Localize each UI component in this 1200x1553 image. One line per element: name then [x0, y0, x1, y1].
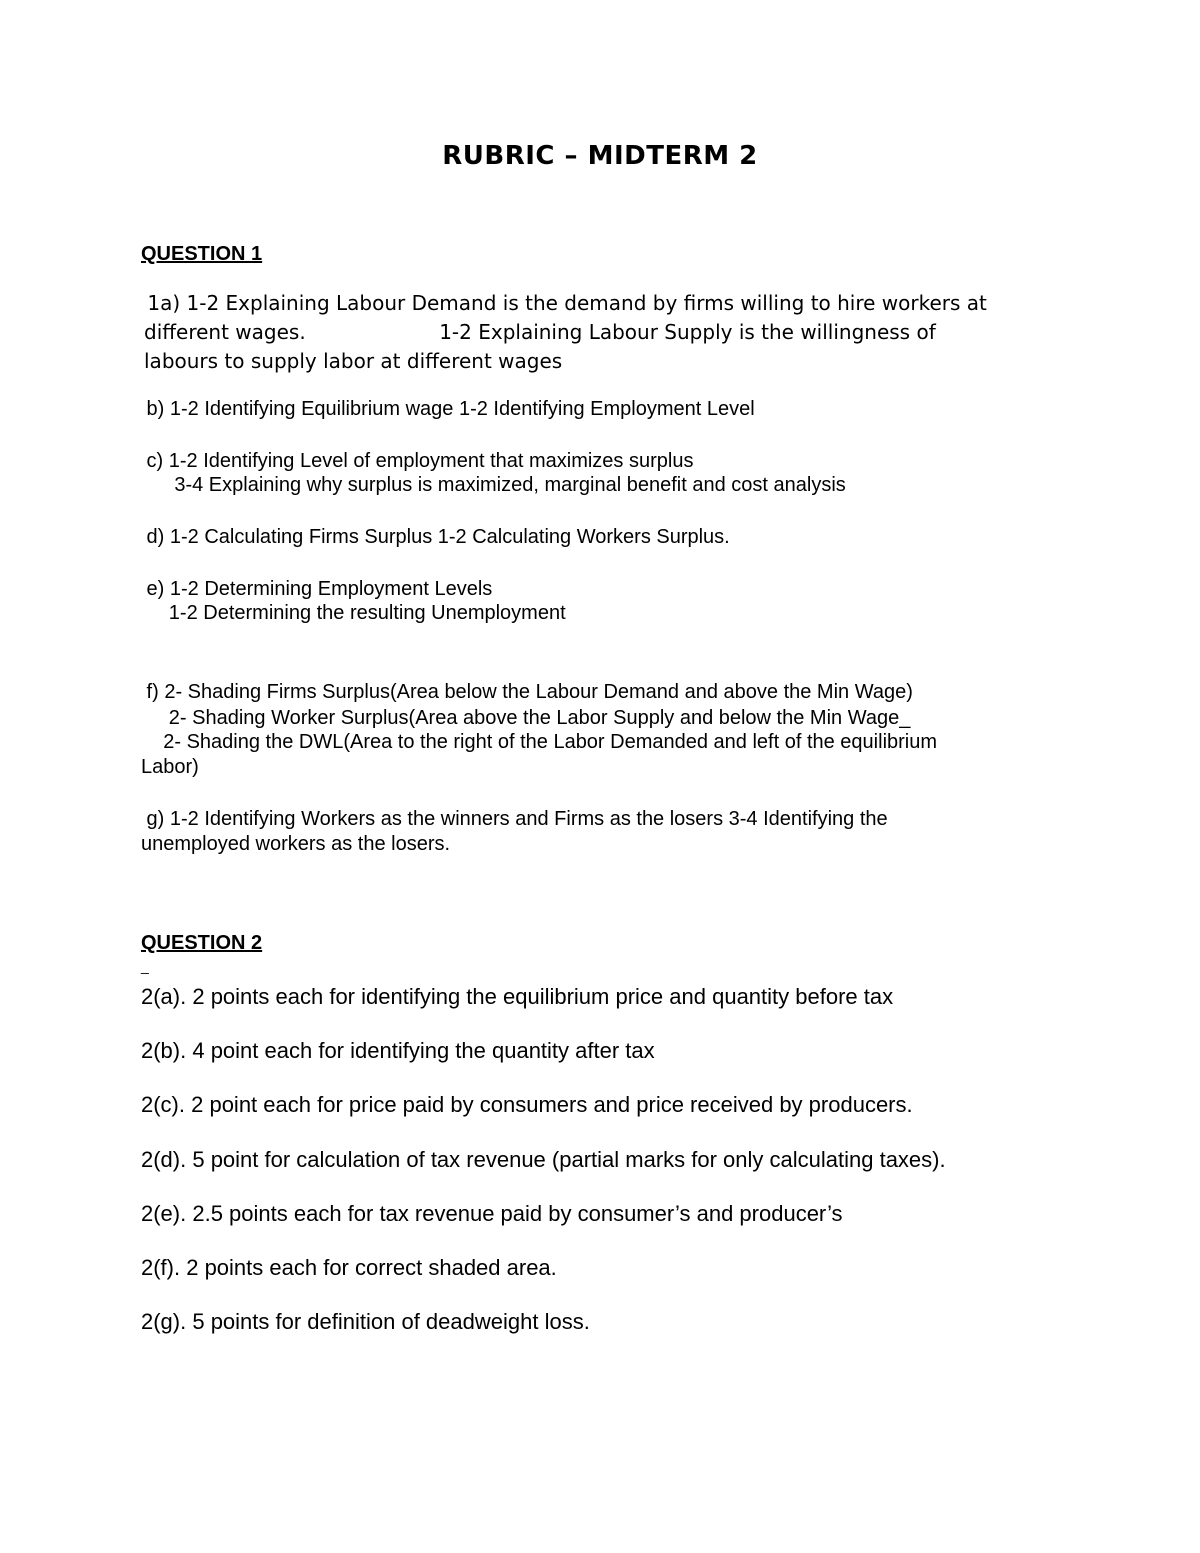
question-1-heading: QUESTION 1 [141, 243, 263, 265]
q1-a-line-1: 1a) 1-2 Explaining Labour Demand is the demand by firms willing to hire workers at [141, 291, 987, 315]
q1-g-line-1: g) 1-2 Identifying Workers as the winners and Firms as the losers 3-4 Identifying the [141, 808, 888, 830]
page-title: RUBRIC – MIDTERM 2 [442, 141, 758, 171]
q2-item-c: 2(c). 2 point each for price paid by consumers and price received by producers. [141, 1092, 913, 1117]
q1-c-line-2: 3-4 Explaining why surplus is maximized, marginal benefit and cost analysis [141, 474, 846, 496]
q1-f-line-1: f) 2- Shading Firms Surplus(Area below the Labour Demand and above the Min Wage) [141, 681, 913, 703]
q2-marker: _ [141, 958, 149, 974]
q2-item-d: 2(d). 5 point for calculation of tax revenue (partial marks for only calculating taxes). [141, 1147, 946, 1172]
question-2-heading: QUESTION 2 [141, 932, 263, 954]
q1-e-line-2: 1-2 Determining the resulting Unemployment [141, 602, 566, 624]
q2-item-f: 2(f). 2 points each for correct shaded area. [141, 1255, 557, 1280]
q1-f-line-4: Labor) [141, 756, 199, 778]
q1-f-line-2: 2- Shading Worker Surplus(Area above the Labor Supply and below the Min Wage_ [141, 707, 911, 729]
q2-item-e: 2(e). 2.5 points each for tax revenue paid by consumer’s and producer’s [141, 1201, 843, 1226]
q2-item-a: 2(a). 2 points each for identifying the equilibrium price and quantity before tax [141, 984, 894, 1009]
q1-c-line-1: c) 1-2 Identifying Level of employment that maximizes surplus [141, 450, 694, 472]
q1-b-line: b) 1-2 Identifying Equilibrium wage 1-2 Identifying Employment Level [141, 398, 755, 420]
q2-item-g: 2(g). 5 points for definition of deadweight loss. [141, 1309, 590, 1334]
q1-g-line-2: unemployed workers as the losers. [141, 833, 451, 855]
q1-a-line-3: labours to supply labor at different wages [144, 349, 563, 373]
q1-a-line-2: different wages. 1-2 Explaining Labour Supply is the willingness of [144, 320, 936, 344]
q1-e-line-1: e) 1-2 Determining Employment Levels [141, 578, 493, 600]
q2-item-b: 2(b). 4 point each for identifying the quantity after tax [141, 1038, 655, 1063]
q1-f-line-3: 2- Shading the DWL(Area to the right of the Labor Demanded and left of the equilibrium [141, 731, 938, 753]
q1-d-line: d) 1-2 Calculating Firms Surplus 1-2 Calculating Workers Surplus. [141, 526, 730, 548]
